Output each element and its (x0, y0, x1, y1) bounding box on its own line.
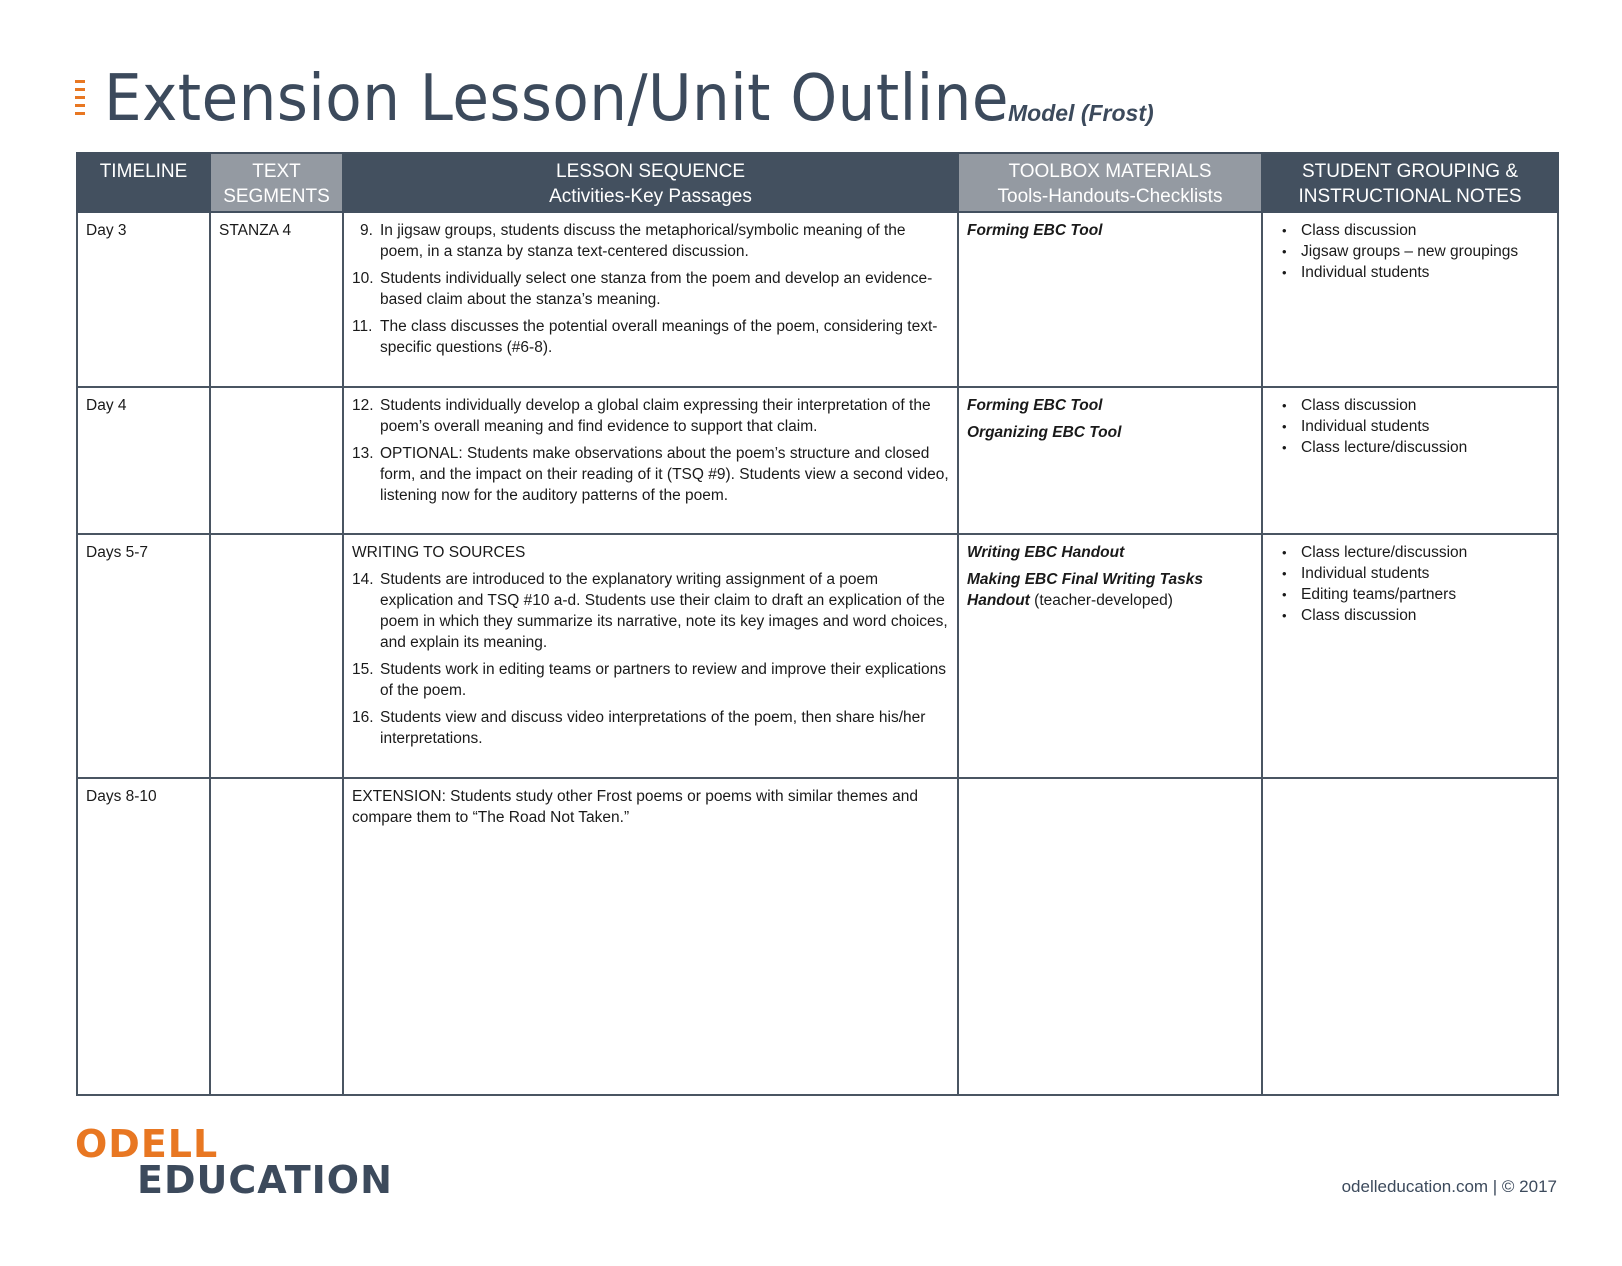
footer-site-copyright: odelleducation.com | © 2017 (1341, 1177, 1557, 1196)
table-row (77, 778, 1558, 1095)
header-lesson-sequence (343, 153, 958, 212)
list-item: • Individual students (1271, 416, 1550, 437)
header-toolbox-label: TOOLBOX MATERIALS (1008, 161, 1212, 182)
notes-cell (1262, 387, 1558, 534)
sequence-list (352, 395, 950, 506)
page-subtitle: Model (Frost) (1008, 100, 1154, 126)
list-item: • Editing teams/partners (1271, 584, 1550, 605)
table-row (77, 534, 1558, 778)
tool-item: Forming EBC Tool (967, 397, 1103, 414)
toolbox-cell (958, 387, 1262, 534)
step-number: 10. (352, 270, 374, 287)
list-item: • Class discussion (1271, 395, 1550, 416)
tool-item (967, 569, 1254, 611)
list-item (352, 220, 950, 262)
header-grouping-label: STUDENT GROUPING & (1301, 161, 1519, 182)
list-item: • Class lecture/discussion (1271, 437, 1550, 458)
sequence-cell (343, 778, 958, 1095)
header-text-segments-label: TEXT SEGMENTS (223, 161, 330, 207)
table-header-row (77, 153, 1558, 212)
step-number: 13. (352, 445, 374, 462)
step-text: OPTIONAL: Students make observations about the poem’s structure and closed form, and the impact on their reading of it (TSQ #9). Students view a second video, listening now for the auditory patterns of the poem. (380, 445, 949, 504)
timeline-cell: Days 8-10 (77, 778, 210, 1095)
step-text: Students are introduced to the explanatory writing assignment of a poem explication and TSQ #10 a-d. Students use their claim to draft an explication of the poem in which they summarize its narrative, note its key images and word choices, and explain its meaning. (380, 571, 948, 651)
sequence-list (352, 569, 950, 749)
notes-cell (1262, 534, 1558, 778)
page-title: Extension Lesson/Unit Outline (104, 62, 1009, 136)
list-item: • Class discussion (1271, 220, 1550, 241)
sequence-cell (343, 212, 958, 387)
list-item (352, 569, 950, 653)
step-number: 15. (352, 661, 374, 678)
segment-cell: STANZA 4 (210, 212, 343, 387)
list-item: • Jigsaw groups – new groupings (1271, 241, 1550, 262)
toolbox-cell (958, 212, 1262, 387)
header-toolbox-sublabel: Tools-Handouts-Checklists (997, 186, 1223, 207)
list-item: • Class lecture/discussion (1271, 542, 1550, 563)
segment-cell (210, 778, 343, 1095)
tool-name: Making EBC Final Writing Tasks Handout (967, 571, 1203, 609)
header-lesson-sequence-label: LESSON SEQUENCE (556, 161, 745, 182)
header-text-segments (210, 153, 343, 212)
header-toolbox (958, 153, 1262, 212)
list-item (352, 659, 950, 701)
timeline-cell: Day 4 (77, 387, 210, 534)
header-timeline-label: TIMELINE (99, 161, 188, 182)
sequence-cell (343, 534, 958, 778)
step-number: 12. (352, 397, 374, 414)
header-grouping (1262, 153, 1558, 212)
notes-list (1271, 220, 1550, 283)
notes-list (1271, 395, 1550, 458)
list-item: • Individual students (1271, 563, 1550, 584)
tool-item: Organizing EBC Tool (967, 424, 1122, 441)
notes-list (1271, 542, 1550, 626)
table-row (77, 212, 1558, 387)
step-text: Students work in editing teams or partners to review and improve their explications of the poem. (380, 661, 947, 699)
step-number: 9. (360, 222, 373, 239)
list-item (352, 443, 950, 506)
step-text: Students individually develop a global claim expressing their interpretation of the poem’s overall meaning and find evidence to support that claim. (380, 397, 931, 435)
header-grouping-sublabel: INSTRUCTIONAL NOTES (1298, 186, 1522, 207)
timeline-cell: Day 3 (77, 212, 210, 387)
step-text: Students view and discuss video interpretations of the poem, then share his/her interpretations. (380, 709, 926, 747)
step-text: Students individually select one stanza from the poem and develop an evidence-based claim about the stanza’s meaning. (380, 270, 933, 308)
tool-note: (teacher-developed) (1029, 592, 1173, 609)
toolbox-cell (958, 534, 1262, 778)
step-text: The class discusses the potential overall meanings of the poem, considering text-specific questions (#6-8). (380, 318, 938, 356)
list-item: • Class discussion (1271, 605, 1550, 626)
sequence-lead: EXTENSION: Students study other Frost poems or poems with similar themes and compare them to “The Road Not Taken.” (352, 788, 918, 826)
tool-item: Forming EBC Tool (967, 222, 1103, 239)
sequence-list (352, 220, 950, 358)
logo-line-2: EDUCATION (137, 1158, 393, 1202)
header-timeline (77, 153, 210, 212)
header-lesson-sequence-sublabel: Activities-Key Passages (549, 186, 752, 207)
list-item (352, 268, 950, 310)
logo-line-1: ODELL (75, 1122, 219, 1166)
list-item (352, 395, 950, 437)
segment-cell (210, 534, 343, 778)
sequence-cell (343, 387, 958, 534)
step-number: 16. (352, 709, 374, 726)
segment-cell (210, 387, 343, 534)
list-item: • Individual students (1271, 262, 1550, 283)
step-text: In jigsaw groups, students discuss the metaphorical/symbolic meaning of the poem, in a stanza by stanza text-centered discussion. (380, 222, 906, 260)
toolbox-cell (958, 778, 1262, 1095)
title-accent-icon (75, 80, 89, 124)
notes-cell (1262, 778, 1558, 1095)
sequence-lead: WRITING TO SOURCES (352, 544, 526, 561)
step-number: 11. (352, 318, 373, 335)
odell-education-logo (75, 1122, 393, 1202)
list-item (352, 316, 950, 358)
notes-cell (1262, 212, 1558, 387)
timeline-cell: Days 5-7 (77, 534, 210, 778)
list-item (352, 707, 950, 749)
table-row (77, 387, 1558, 534)
outline-table (76, 152, 1559, 1096)
step-number: 14. (352, 571, 374, 588)
tool-item: Writing EBC Handout (967, 544, 1125, 561)
